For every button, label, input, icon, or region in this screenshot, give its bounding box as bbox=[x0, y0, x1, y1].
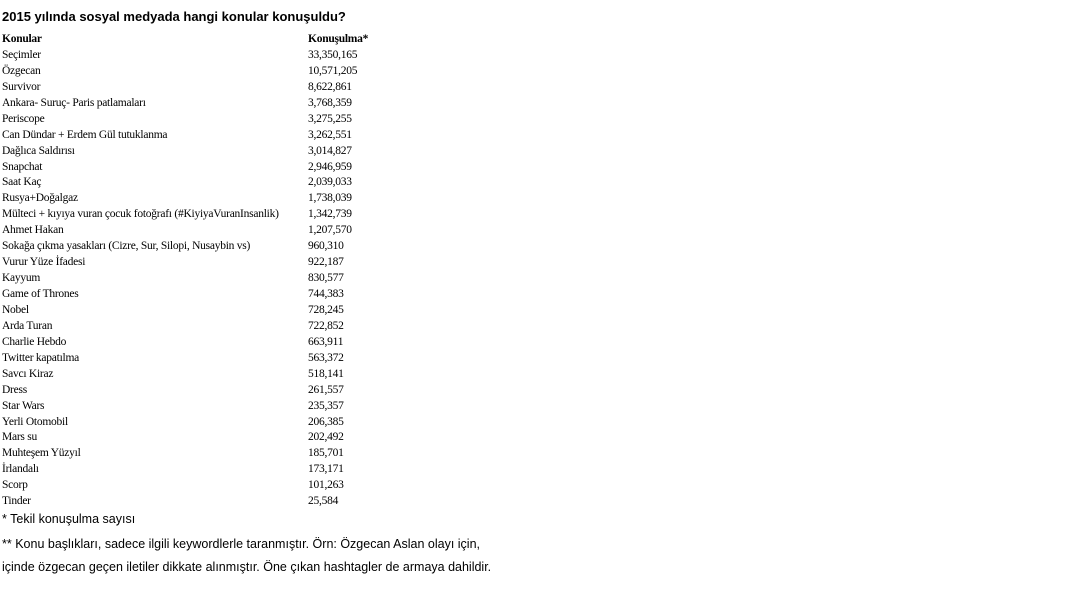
table-row bbox=[2, 144, 398, 160]
count-cell: 33,350,165 bbox=[308, 48, 358, 61]
count-cell: 744,383 bbox=[308, 288, 344, 300]
topic-cell: Arda Turan bbox=[2, 319, 53, 332]
count-cell: 10,571,205 bbox=[308, 64, 358, 77]
table-row bbox=[2, 223, 398, 239]
count-cell: 728,245 bbox=[308, 303, 344, 316]
topic-cell: Vurur Yüze İfadesi bbox=[2, 256, 86, 269]
count-cell: 101,263 bbox=[308, 479, 344, 492]
table-row bbox=[2, 446, 398, 462]
table-row bbox=[2, 160, 398, 176]
count-cell: 3,262,551 bbox=[308, 128, 352, 141]
topics-table bbox=[2, 32, 398, 510]
topic-cell: Sokağa çıkma yasakları (Cizre, Sur, Silopi, Nusaybin vs) bbox=[2, 240, 251, 253]
count-cell: 3,768,359 bbox=[308, 96, 352, 109]
table-row bbox=[2, 175, 398, 191]
header-count: Konuşulma* bbox=[308, 33, 369, 45]
topic-cell: Survivor bbox=[2, 80, 41, 93]
page-title: 2015 yılında sosyal medyada hangi konular konuşuldu? bbox=[2, 9, 346, 24]
topic-cell: Rusya+Doğalgaz bbox=[2, 192, 78, 205]
table-row bbox=[2, 271, 398, 287]
topic-cell: Snapchat bbox=[2, 160, 43, 173]
count-cell: 3,014,827 bbox=[308, 144, 352, 157]
table-row bbox=[2, 287, 398, 303]
topic-cell: Özgecan bbox=[2, 64, 41, 77]
topic-cell: Nobel bbox=[2, 303, 29, 316]
table-row bbox=[2, 191, 398, 207]
table-row bbox=[2, 383, 398, 399]
table-row bbox=[2, 255, 398, 271]
count-cell: 722,852 bbox=[308, 319, 344, 332]
table-row bbox=[2, 48, 398, 64]
table-row bbox=[2, 128, 398, 144]
topic-cell: Dress bbox=[2, 383, 27, 396]
table-row bbox=[2, 303, 398, 319]
count-cell: 518,141 bbox=[308, 367, 344, 380]
count-cell: 663,911 bbox=[308, 335, 344, 348]
topic-cell: Scorp bbox=[2, 479, 28, 492]
count-cell: 173,171 bbox=[308, 463, 344, 476]
table-row bbox=[2, 462, 398, 478]
count-cell: 3,275,255 bbox=[308, 112, 352, 125]
topic-cell: Star Wars bbox=[2, 399, 45, 412]
table-row bbox=[2, 207, 398, 223]
topic-cell: Savcı Kiraz bbox=[2, 367, 54, 380]
count-cell: 8,622,861 bbox=[308, 80, 352, 93]
count-cell: 922,187 bbox=[308, 256, 344, 269]
table-row bbox=[2, 80, 398, 96]
footnote-keywords-line1: ** Konu başlıkları, sadece ilgili keywordlerle taranmıştır. Örn: Özgecan Aslan olayı için, bbox=[2, 537, 480, 551]
count-cell: 830,577 bbox=[308, 272, 344, 285]
topic-cell: Seçimler bbox=[2, 48, 41, 61]
table-row bbox=[2, 335, 398, 351]
topic-cell: Game of Thrones bbox=[2, 288, 79, 300]
topic-cell: Muhteşem Yüzyıl bbox=[2, 447, 81, 460]
count-cell: 1,207,570 bbox=[308, 224, 352, 237]
count-cell: 261,557 bbox=[308, 383, 344, 396]
table-row bbox=[2, 351, 398, 367]
count-cell: 960,310 bbox=[308, 240, 344, 253]
footnote-keywords-line2: içinde özgecan geçen iletiler dikkate alınmıştır. Öne çıkan hashtagler de armaya dahildir. bbox=[2, 560, 492, 574]
topic-cell: Mars su bbox=[2, 431, 37, 444]
count-cell: 2,039,033 bbox=[308, 176, 352, 189]
table-row bbox=[2, 399, 398, 415]
topic-cell: Mülteci + kıyıya vuran çocuk fotoğrafı (#KiyiyaVuranInsanlik) bbox=[2, 208, 279, 221]
count-cell: 202,492 bbox=[308, 431, 344, 444]
count-cell: 206,385 bbox=[308, 415, 344, 428]
topic-cell: Ankara- Suruç- Paris patlamaları bbox=[2, 96, 146, 109]
topic-cell: Charlie Hebdo bbox=[2, 335, 67, 348]
header-topics: Konular bbox=[2, 33, 42, 45]
topic-cell: Twitter kapatılma bbox=[2, 351, 80, 364]
topic-cell: Yerli Otomobil bbox=[2, 415, 68, 428]
table-row bbox=[2, 415, 398, 431]
table-row bbox=[2, 96, 398, 112]
count-cell: 235,357 bbox=[308, 399, 344, 412]
count-cell: 563,372 bbox=[308, 351, 344, 364]
topic-cell: Tinder bbox=[2, 495, 31, 508]
table-row bbox=[2, 319, 398, 335]
count-cell: 1,342,739 bbox=[308, 208, 352, 221]
table-body bbox=[2, 48, 398, 510]
topic-cell: Periscope bbox=[2, 112, 45, 125]
topic-cell: Can Dündar + Erdem Gül tutuklanma bbox=[2, 128, 168, 141]
footnote-unique-count: * Tekil konuşulma sayısı bbox=[2, 512, 136, 526]
table-row bbox=[2, 239, 398, 255]
count-cell: 25,584 bbox=[308, 495, 339, 508]
topic-cell: Ahmet Hakan bbox=[2, 224, 64, 237]
topic-cell: Kayyum bbox=[2, 272, 41, 285]
count-cell: 185,701 bbox=[308, 447, 344, 460]
table-header-row bbox=[2, 32, 398, 48]
topic-cell: Dağlıca Saldırısı bbox=[2, 144, 75, 157]
table-row bbox=[2, 430, 398, 446]
table-row bbox=[2, 64, 398, 80]
topic-cell: Saat Kaç bbox=[2, 176, 42, 189]
table-row bbox=[2, 478, 398, 494]
table-row bbox=[2, 494, 398, 510]
count-cell: 1,738,039 bbox=[308, 192, 352, 205]
table-row bbox=[2, 112, 398, 128]
topic-cell: İrlandalı bbox=[2, 463, 39, 476]
count-cell: 2,946,959 bbox=[308, 160, 352, 173]
table-row bbox=[2, 367, 398, 383]
